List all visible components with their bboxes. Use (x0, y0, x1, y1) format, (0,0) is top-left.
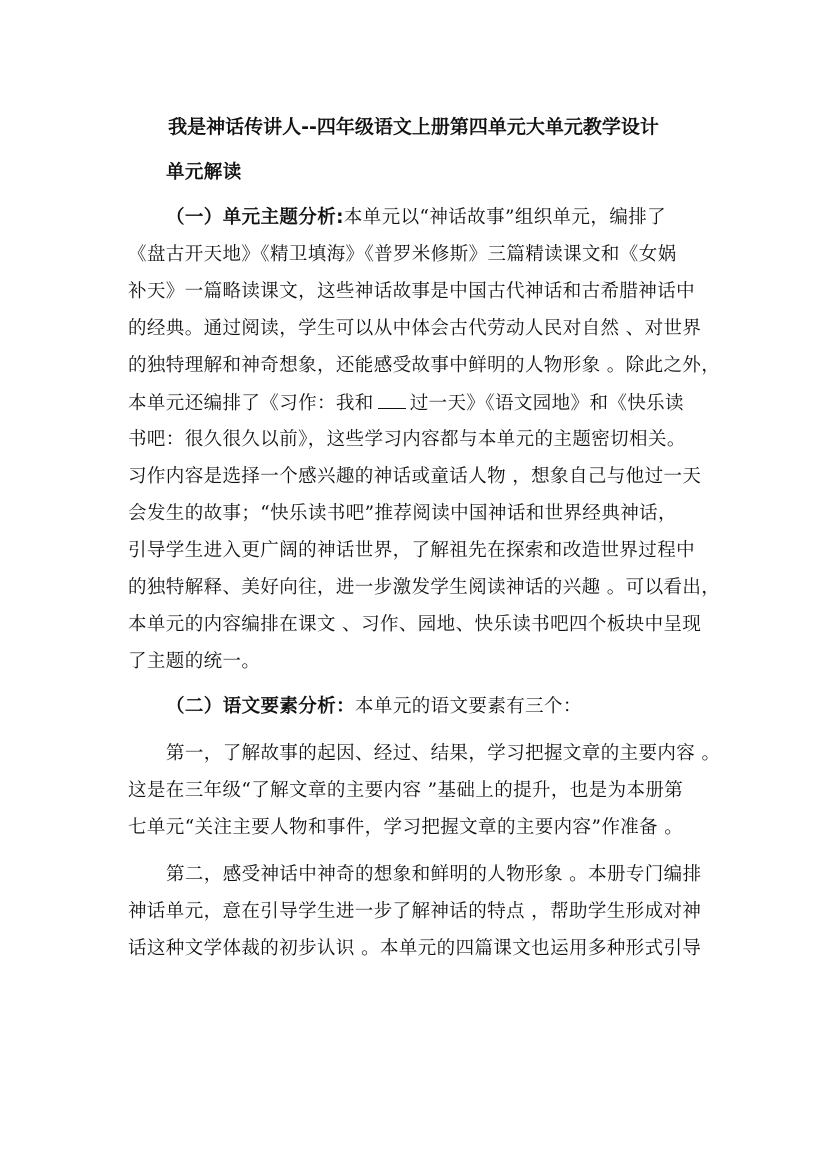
paragraph-line: 第一，了解故事的起因、经过、结果，学习把握文章的主要内容 。 (166, 743, 721, 764)
section-heading: 单元解读 (166, 162, 242, 183)
paragraph-line: 神话单元，意在引导学生进一步了解神话的特点 ，帮助学生形成对神 (128, 901, 702, 922)
paragraph-line: 的独特解释、美好向往，进一步激发学生阅读神话的兴趣 。可以看出， (128, 577, 721, 598)
paragraph-label: （二）语文要素分析： (166, 696, 356, 717)
paragraph-line: 的独特理解和神奇想象，还能感受故事中鲜明的人物形象 。除此之外， (128, 355, 721, 376)
paragraph-line (166, 205, 827, 231)
paragraph-text: 本单元以“神话故事”组织单元，编排了 (343, 207, 667, 228)
fill-in-blank (378, 390, 406, 409)
paragraph-line (166, 694, 827, 720)
paragraph-line: 补天》一篇略读课文，这些神话故事是中国古代神话和古希腊神话中 (128, 281, 696, 302)
paragraph-line: 这是在三年级“了解文章的主要内容 ”基础上的提升，也是为本册第 (128, 780, 684, 801)
paragraph-text: 过一天》《语文园地》和《快乐读 (409, 393, 684, 414)
paragraph-line: 习作内容是选择一个感兴趣的神话或童话人物 ，想象自己与他过一天 (128, 466, 702, 487)
paragraph-text: 本单元还编排了《习作：我和 (128, 393, 374, 414)
paragraph-line: 本单元的内容编排在课文 、习作、园地、快乐读书吧四个板块中呈现 (128, 614, 702, 635)
paragraph-line: 话这种文学体裁的初步认识 。本单元的四篇课文也运用多种形式引导 (128, 938, 702, 959)
paragraph-line: 会发生的故事；“快乐读书吧”推荐阅读中国神话和世界经典神话， (128, 503, 677, 524)
paragraph-line: 书吧：很久很久以前》，这些学习内容都与本单元的主题密切相关。 (128, 429, 686, 450)
paragraph-label: （一）单元主题分析: (166, 207, 344, 228)
paragraph-line: 了主题的统一。 (128, 651, 261, 672)
paragraph-line: 七单元“关注主要人物和事件，学习把握文章的主要内容”作准备 。 (128, 817, 684, 838)
document-title: 我是神话传讲人--四年级语文上册第四单元大单元教学设计 (168, 116, 659, 138)
paragraph-line: 引导学生进入更广阔的神话世界，了解祖先在探索和改造世界过程中 (128, 540, 696, 561)
paragraph-text: 本单元的语文要素有三个： (355, 696, 582, 717)
paragraph-line: 的经典。通过阅读，学生可以从中体会古代劳动人民对自然 、对世界 (128, 318, 702, 339)
paragraph-line (128, 390, 827, 417)
paragraph-line: 第二，感受神话中神奇的想象和鲜明的人物形象 。本册专门编排 (166, 864, 702, 885)
paragraph-line: 《盘古开天地》《精卫填海》《普罗米修斯》三篇精读课文和《女娲 (128, 244, 677, 265)
